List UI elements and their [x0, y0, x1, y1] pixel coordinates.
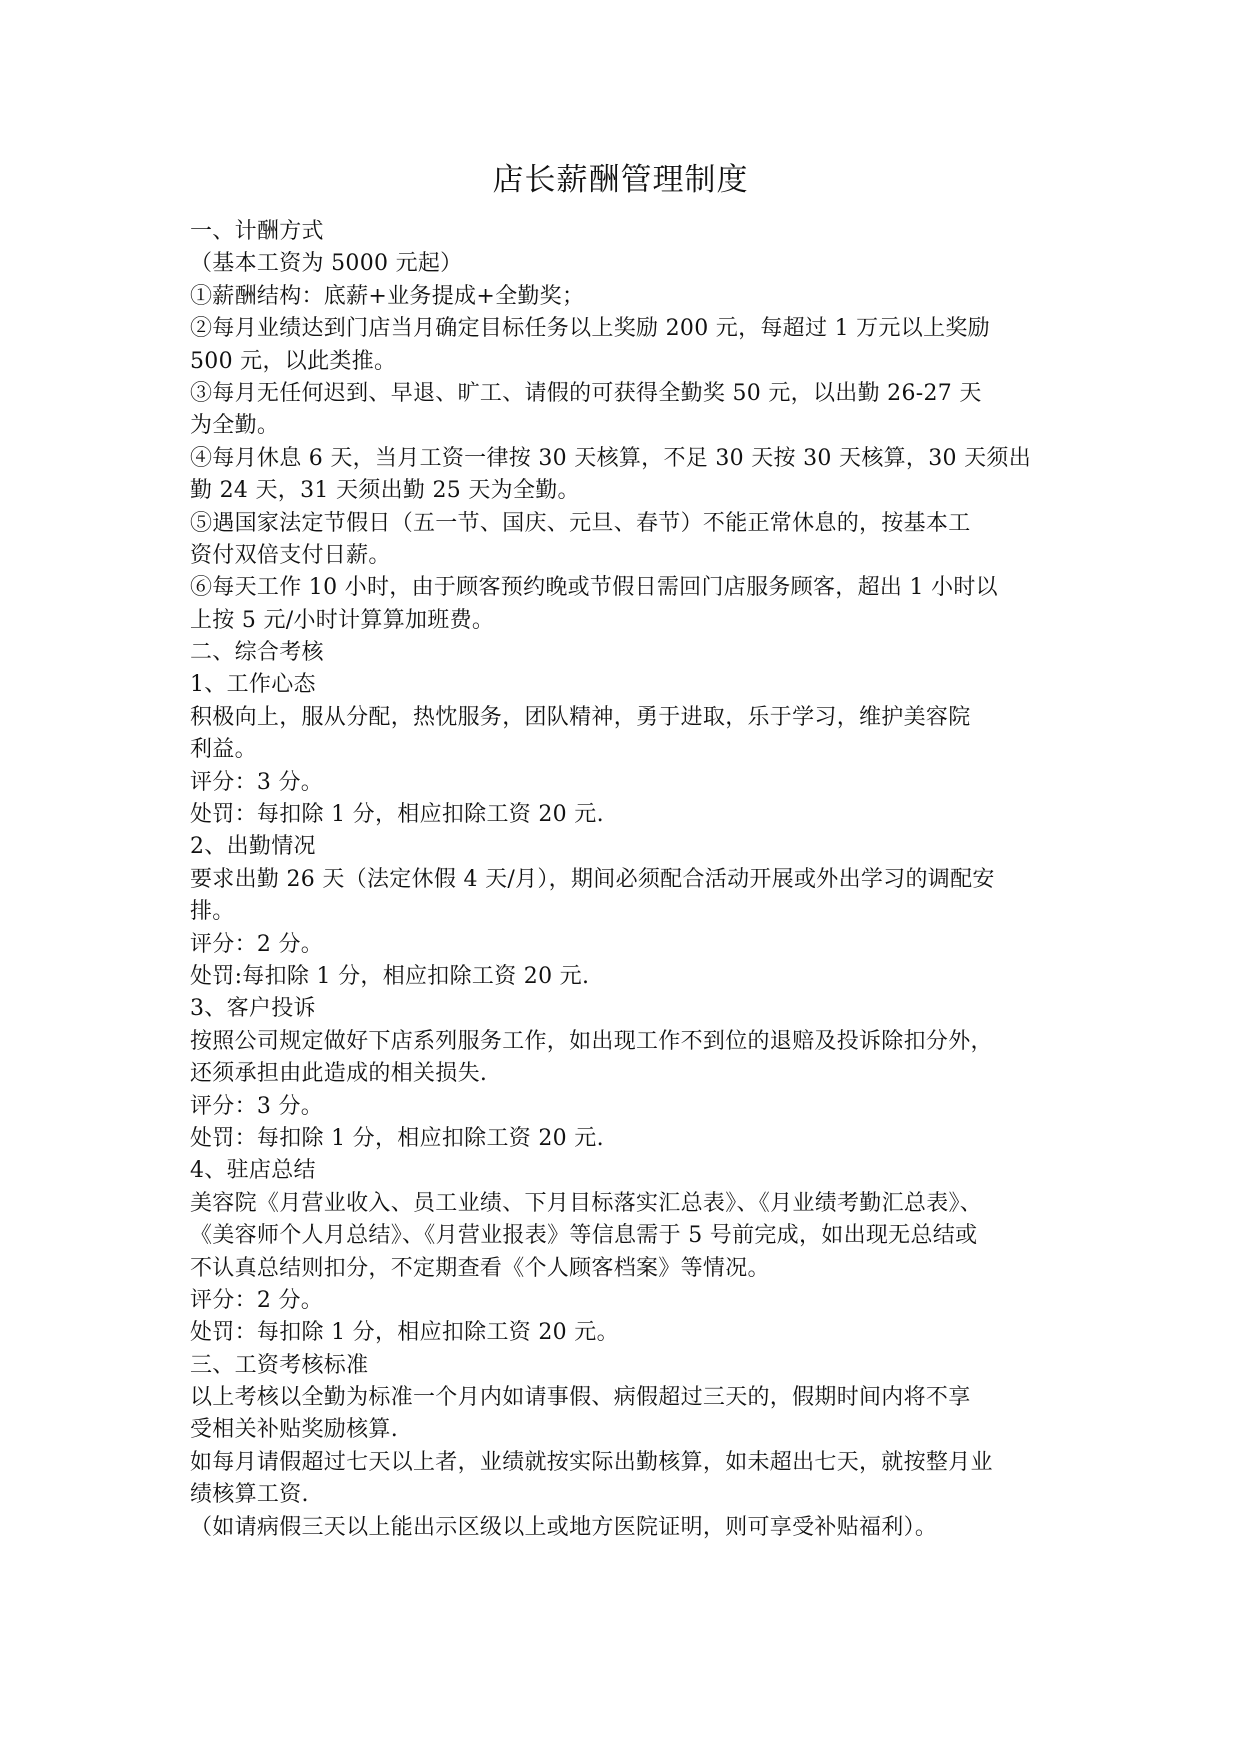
text-line: 1、工作心态 [190, 672, 316, 698]
text-line: 排。 [190, 899, 235, 925]
text-line: 3、客户投诉 [190, 996, 316, 1022]
text-line: 勤 24 天，31 天须出勤 25 天为全勤。 [190, 478, 580, 504]
text-line: 500 元，以此类推。 [190, 348, 397, 374]
text-line: 处罚：每扣除 1 分，相应扣除工资 20 元。 [190, 1320, 619, 1346]
text-line: 上按 5 元/小时计算算加班费。 [190, 607, 495, 633]
text-line: 4、驻店总结 [190, 1158, 316, 1184]
text-line: 评分：2 分。 [190, 1287, 324, 1313]
text-line: 不认真总结则扣分，不定期查看《个人顾客档案》等情况。 [190, 1255, 770, 1281]
text-line: ①薪酬结构：底薪+业务提成+全勤奖； [190, 283, 585, 309]
text-line: 为全勤。 [190, 413, 280, 439]
text-line: 以上考核以全勤为标准一个月内如请事假、病假超过三天的，假期时间内将不享 [190, 1385, 971, 1411]
text-line: 资付双倍支付日薪。 [190, 542, 391, 568]
text-line: 2、出勤情况 [190, 834, 316, 860]
text-line: 积极向上，服从分配，热忱服务，团队精神，勇于进取，乐于学习，维护美容院 [190, 704, 971, 730]
text-line: 绩核算工资. [190, 1482, 309, 1508]
text-line: ③每月无任何迟到、早退、旷工、请假的可获得全勤奖 50 元，以出勤 26-27 天 [190, 380, 982, 406]
text-line: 还须承担由此造成的相关损失. [190, 1061, 488, 1087]
text-line: 如每月请假超过七天以上者，业绩就按实际出勤核算，如未超出七天，就按整月业 [190, 1449, 993, 1475]
text-line: 利益。 [190, 737, 257, 763]
text-line: ⑥每天工作 10 小时，由于顾客预约晚或节假日需回门店服务顾客，超出 1 小时以 [190, 575, 998, 601]
text-line: 《美容师个人月总结》、《月营业报表》等信息需于 5 号前完成，如出现无总结或 [190, 1223, 978, 1249]
text-line: 处罚:每扣除 1 分，相应扣除工资 20 元. [190, 963, 590, 989]
text-line: 美容院《月营业收入、员工业绩、下月目标落实汇总表》、《月业绩考勤汇总表》、 [190, 1190, 983, 1216]
document-body [190, 216, 1070, 1544]
text-line: ②每月业绩达到门店当月确定目标任务以上奖励 200 元，每超过 1 万元以上奖励 [190, 316, 990, 342]
text-line: 评分：2 分。 [190, 931, 324, 957]
text-line: （基本工资为 5000 元起） [190, 251, 463, 277]
text-line: 受相关补贴奖励核算. [190, 1417, 398, 1443]
text-line: ④每月休息 6 天，当月工资一律按 30 天核算，不足 30 天按 30 天核算，30 天须出 [190, 445, 1032, 471]
text-line: 三、工资考核标准 [190, 1352, 369, 1378]
text-line: 二、综合考核 [190, 640, 324, 666]
text-line: （如请病假三天以上能出示区级以上或地方医院证明，则可享受补贴福利）。 [190, 1514, 938, 1540]
text-line: 一、计酬方式 [190, 219, 324, 244]
text-line: 按照公司规定做好下店系列服务工作，如出现工作不到位的退赔及投诉除扣分外， [190, 1028, 993, 1054]
text-line: 要求出勤 26 天（法定休假 4 天/月），期间必须配合活动开展或外出学习的调配安 [190, 866, 995, 892]
text-line: 处罚：每扣除 1 分，相应扣除工资 20 元. [190, 802, 604, 828]
text-line: 评分：3 分。 [190, 769, 324, 795]
document-title: 店长薪酬管理制度 [492, 162, 749, 198]
text-line: 评分：3 分。 [190, 1093, 324, 1119]
text-line: ⑤遇国家法定节假日（五一节、国庆、元旦、春节）不能正常休息的，按基本工 [190, 510, 971, 536]
text-line: 处罚：每扣除 1 分，相应扣除工资 20 元. [190, 1125, 604, 1151]
